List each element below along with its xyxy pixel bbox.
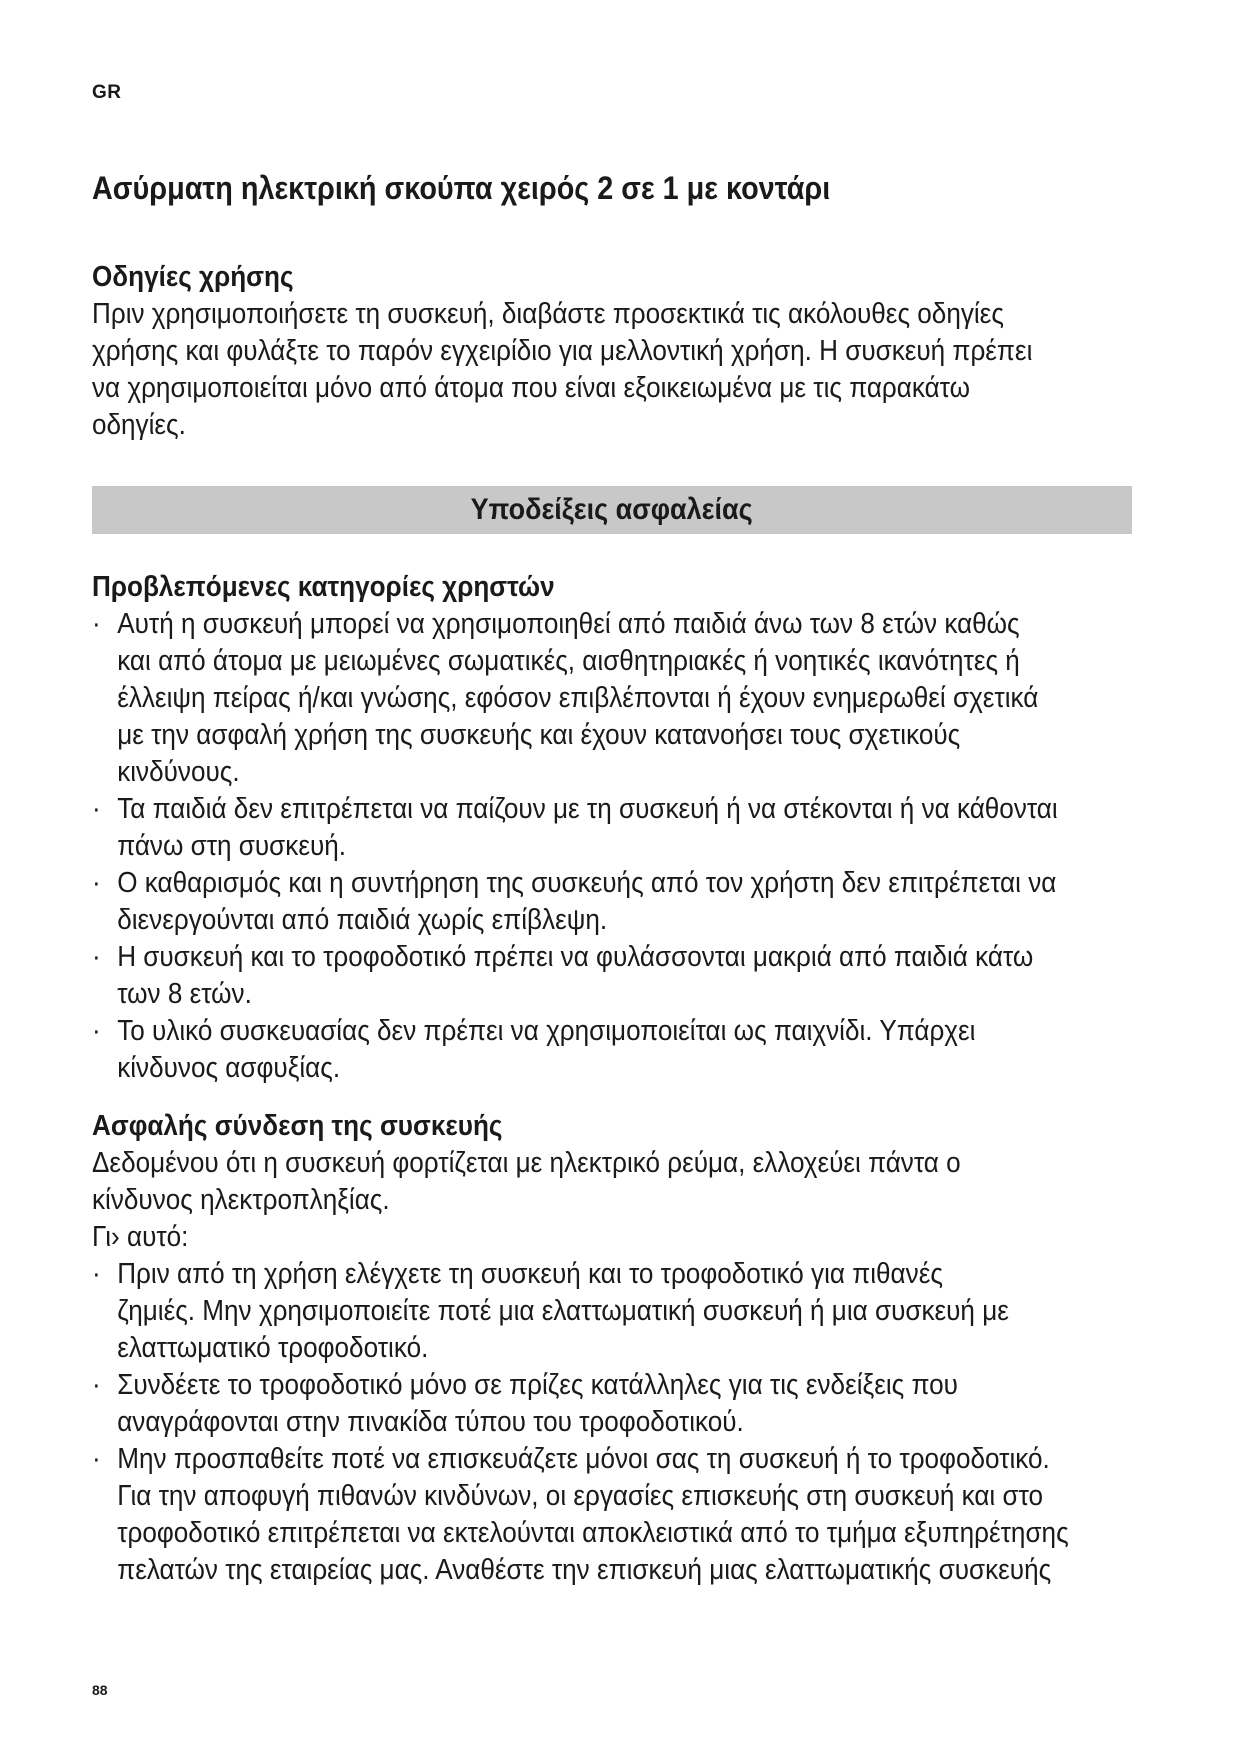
connection-bullet-list <box>92 1256 1127 1589</box>
list-item-line: κίνδυνος ασφυξίας. <box>117 1052 341 1084</box>
instructions-line: Πριν χρησιμοποιήσετε τη συσκευή, διαβάστε προσεκτικά τις ακόλουθες οδηγίες <box>92 298 1004 330</box>
list-item-line: διενεργούνται από παιδιά χωρίς επίβλεψη. <box>117 904 608 936</box>
list-item <box>92 1256 1127 1367</box>
bullet-icon: · <box>92 1369 101 1401</box>
connection-intro-line: Δεδομένου ότι η συσκευή φορτίζεται με ηλεκτρικό ρεύμα, ελλοχεύει πάντα ο <box>92 1147 961 1179</box>
safety-banner-label: Υποδείξεις ασφαλείας <box>471 493 753 526</box>
list-item-line: πελατών της εταιρείας μας. Αναθέστε την επισκευή μιας ελαττωματικής συσκευής <box>117 1554 1052 1586</box>
list-item-line: Για την αποφυγή πιθανών κινδύνων, οι εργασίες επισκευής στη συσκευή και στο <box>117 1480 1044 1512</box>
users-section <box>92 568 1132 1087</box>
instructions-heading: Οδηγίες χρήσης <box>92 261 294 293</box>
list-item <box>92 606 1127 791</box>
list-item-line: και από άτομα με μειωμένες σωματικές, αισθητηριακές ή νοητικές ικανότητες ή <box>117 645 1020 677</box>
list-item-line: Ο καθαρισμός και η συντήρηση της συσκευής από τον χρήστη δεν επιτρέπεται να <box>117 867 1057 899</box>
list-item <box>92 865 1127 939</box>
instructions-line: οδηγίες. <box>92 409 186 441</box>
list-item <box>92 1013 1127 1087</box>
document-title: Ασύρματη ηλεκτρική σκούπα χειρός 2 σε 1 με κοντάρι <box>92 170 831 206</box>
safety-banner <box>92 486 1132 534</box>
list-item-line: με την ασφαλή χρήση της συσκευής και έχουν κατανοήσει τους σχετικούς <box>117 719 961 751</box>
bullet-icon: · <box>92 793 101 825</box>
page-content <box>92 168 1132 1589</box>
list-item-line: πάνω στη συσκευή. <box>117 830 347 862</box>
list-item <box>92 1367 1127 1441</box>
list-item-line: Τα παιδιά δεν επιτρέπεται να παίζουν με τη συσκευή ή να στέκονται ή να κάθονται <box>117 793 1058 825</box>
list-item-line: Η συσκευή και το τροφοδοτικό πρέπει να φυλάσσονται μακριά από παιδιά κάτω <box>117 941 1034 973</box>
list-item-line: κινδύνους. <box>117 756 240 788</box>
connection-heading: Ασφαλής σύνδεση της συσκευής <box>92 1110 503 1142</box>
instructions-line: να χρησιμοποιείται μόνο από άτομα που είναι εξοικειωμένα με τις παρακάτω <box>92 372 971 404</box>
users-heading: Προβλεπόμενες κατηγορίες χρηστών <box>92 571 555 603</box>
connection-intro-line: κίνδυνος ηλεκτροπληξίας. <box>92 1184 390 1216</box>
users-bullet-list <box>92 606 1127 1087</box>
list-item-line: έλλειψη πείρας ή/και γνώσης, εφόσον επιβλέπονται ή έχουν ενημερωθεί σχετικά <box>117 682 1039 714</box>
instructions-section <box>92 258 1132 444</box>
list-item-line: αναγράφονται στην πινακίδα τύπου του τροφοδοτικού. <box>117 1406 744 1438</box>
bullet-icon: · <box>92 1443 101 1475</box>
bullet-icon: · <box>92 1015 101 1047</box>
list-item-line: Το υλικό συσκευασίας δεν πρέπει να χρησιμοποιείται ως παιχνίδι. Υπάρχει <box>117 1015 976 1047</box>
list-item-line: Πριν από τη χρήση ελέγχετε τη συσκευή και το τροφοδοτικό για πιθανές <box>117 1258 943 1290</box>
list-item-line: ελαττωματικό τροφοδοτικό. <box>117 1332 429 1364</box>
list-item-line: των 8 ετών. <box>117 978 252 1010</box>
bullet-icon: · <box>92 608 101 640</box>
list-item-line: Συνδέετε το τροφοδοτικό μόνο σε πρίζες κατάλληλες για τις ενδείξεις που <box>117 1369 958 1401</box>
list-item <box>92 1441 1127 1589</box>
list-item-line: Μην προσπαθείτε ποτέ να επισκευάζετε μόνοι σας τη συσκευή ή το τροφοδοτικό. <box>117 1443 1050 1475</box>
list-item-line: ζημιές. Μην χρησιμοποιείτε ποτέ μια ελαττωματική συσκευή ή μια συσκευή με <box>117 1295 1009 1327</box>
language-tag: GR <box>92 82 122 103</box>
instructions-line: χρήσης και φυλάξτε το παρόν εγχειρίδιο για μελλοντική χρήση. Η συσκευή πρέπει <box>92 335 1033 367</box>
page-number: 88 <box>92 1682 108 1698</box>
section-spacer <box>92 1087 1132 1107</box>
list-item-line: τροφοδοτικό επιτρέπεται να εκτελούνται αποκλειστικά από το τμήμα εξυπηρέτησης <box>117 1517 1069 1549</box>
connection-intro <box>92 1145 1127 1256</box>
bullet-icon: · <box>92 1258 101 1290</box>
instructions-paragraph <box>92 296 1127 444</box>
list-item-line: Αυτή η συσκευή μπορεί να χρησιμοποιηθεί από παιδιά άνω των 8 ετών καθώς <box>117 608 1020 640</box>
list-item <box>92 939 1127 1013</box>
connection-section <box>92 1107 1132 1589</box>
connection-intro-line: Γι› αυτό: <box>92 1221 189 1253</box>
bullet-icon: · <box>92 867 101 899</box>
bullet-icon: · <box>92 941 101 973</box>
list-item <box>92 791 1127 865</box>
